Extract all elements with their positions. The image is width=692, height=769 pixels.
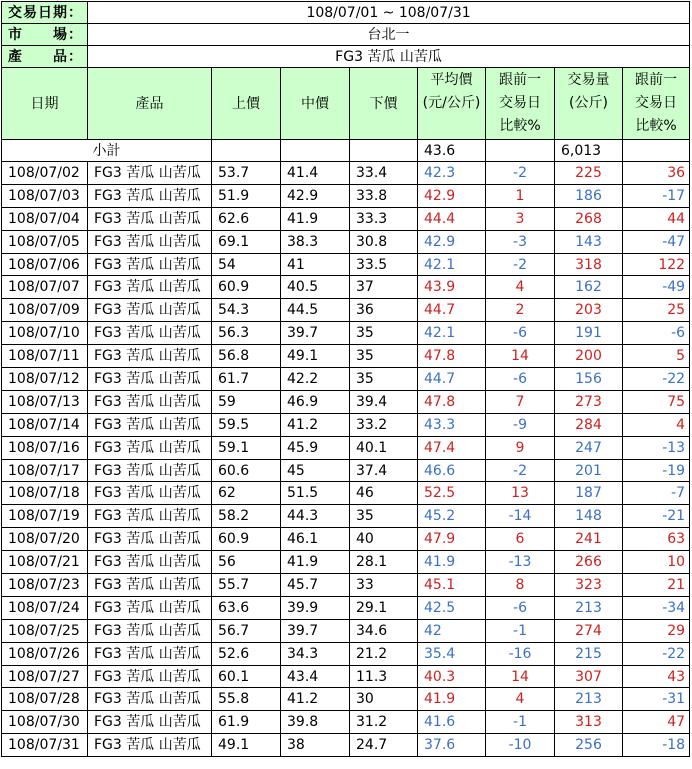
row-avg-price: 45.1 xyxy=(418,574,486,597)
row-product: FG3 苦瓜 山苦瓜 xyxy=(88,619,212,642)
row-product: FG3 苦瓜 山苦瓜 xyxy=(88,642,212,665)
col-date: 日期 xyxy=(2,68,88,140)
col-avg-change-line2: 交易日 xyxy=(499,95,541,111)
row-lower-price: 35 xyxy=(350,345,418,368)
row-date: 108/07/18 xyxy=(2,482,88,505)
row-upper-price: 54.3 xyxy=(212,299,281,322)
row-date: 108/07/14 xyxy=(2,413,88,436)
row-volume: 201 xyxy=(555,459,623,482)
row-lower-price: 33.2 xyxy=(350,413,418,436)
row-product: FG3 苦瓜 山苦瓜 xyxy=(88,528,212,551)
row-lower-price: 34.6 xyxy=(350,619,418,642)
row-avg-price: 35.4 xyxy=(418,642,486,665)
row-upper-price: 62.6 xyxy=(212,207,281,230)
row-upper-price: 55.8 xyxy=(212,688,281,711)
price-table xyxy=(1,1,690,757)
row-volume: 186 xyxy=(555,184,623,207)
date-range-label: 交易日期： xyxy=(2,2,88,24)
row-volume: 200 xyxy=(555,345,623,368)
row-avg-change: -1 xyxy=(486,711,555,734)
row-avg-change: -9 xyxy=(486,413,555,436)
row-middle-price: 42.2 xyxy=(281,368,350,391)
row-product: FG3 苦瓜 山苦瓜 xyxy=(88,390,212,413)
row-avg-change: -3 xyxy=(486,230,555,253)
row-middle-price: 40.5 xyxy=(281,276,350,299)
row-avg-change: -2 xyxy=(486,162,555,185)
row-volume-change: 10 xyxy=(623,551,690,574)
row-avg-change: -14 xyxy=(486,505,555,528)
row-product: FG3 苦瓜 山苦瓜 xyxy=(88,551,212,574)
row-middle-price: 39.8 xyxy=(281,711,350,734)
col-product: 產品 xyxy=(88,68,212,140)
row-volume-change: 21 xyxy=(623,574,690,597)
row-volume: 191 xyxy=(555,322,623,345)
row-avg-change: -10 xyxy=(486,734,555,757)
row-volume: 148 xyxy=(555,505,623,528)
row-volume-change: 47 xyxy=(623,711,690,734)
row-date: 108/07/25 xyxy=(2,619,88,642)
table-row xyxy=(2,345,690,368)
row-product: FG3 苦瓜 山苦瓜 xyxy=(88,276,212,299)
row-upper-price: 52.6 xyxy=(212,642,281,665)
row-middle-price: 41.9 xyxy=(281,207,350,230)
header-product-row xyxy=(2,46,690,68)
row-avg-change: -6 xyxy=(486,368,555,391)
row-upper-price: 60.9 xyxy=(212,276,281,299)
row-middle-price: 41.2 xyxy=(281,688,350,711)
col-volume-line2: (公斤) xyxy=(569,95,608,111)
row-upper-price: 56.8 xyxy=(212,345,281,368)
row-lower-price: 33.3 xyxy=(350,207,418,230)
row-volume-change: -31 xyxy=(623,688,690,711)
row-upper-price: 59 xyxy=(212,390,281,413)
row-volume: 273 xyxy=(555,390,623,413)
row-middle-price: 44.3 xyxy=(281,505,350,528)
table-row xyxy=(2,711,690,734)
table-row xyxy=(2,459,690,482)
row-middle-price: 38.3 xyxy=(281,230,350,253)
row-middle-price: 44.5 xyxy=(281,299,350,322)
row-middle-price: 39.7 xyxy=(281,322,350,345)
row-volume: 266 xyxy=(555,551,623,574)
row-upper-price: 56 xyxy=(212,551,281,574)
row-avg-price: 44.4 xyxy=(418,207,486,230)
row-lower-price: 33.8 xyxy=(350,184,418,207)
table-row xyxy=(2,253,690,276)
row-date: 108/07/10 xyxy=(2,322,88,345)
row-date: 108/07/02 xyxy=(2,162,88,185)
row-date: 108/07/20 xyxy=(2,528,88,551)
product-value: FG3 苦瓜 山苦瓜 xyxy=(88,46,690,68)
row-avg-change: 3 xyxy=(486,207,555,230)
row-date: 108/07/07 xyxy=(2,276,88,299)
row-date: 108/07/04 xyxy=(2,207,88,230)
subtotal-row xyxy=(2,140,690,162)
row-volume-change: -34 xyxy=(623,596,690,619)
row-middle-price: 42.9 xyxy=(281,184,350,207)
date-range-value: 108/07/01 ~ 108/07/31 xyxy=(88,2,690,24)
row-middle-price: 38 xyxy=(281,734,350,757)
row-upper-price: 53.7 xyxy=(212,162,281,185)
row-volume-change: 43 xyxy=(623,665,690,688)
row-middle-price: 49.1 xyxy=(281,345,350,368)
row-product: FG3 苦瓜 山苦瓜 xyxy=(88,482,212,505)
row-product: FG3 苦瓜 山苦瓜 xyxy=(88,207,212,230)
row-volume-change: 29 xyxy=(623,619,690,642)
row-avg-change: -1 xyxy=(486,619,555,642)
row-middle-price: 41.2 xyxy=(281,413,350,436)
row-volume: 323 xyxy=(555,574,623,597)
col-avg-change-line1: 跟前一 xyxy=(499,72,541,88)
row-volume-change: -21 xyxy=(623,505,690,528)
row-date: 108/07/24 xyxy=(2,596,88,619)
row-upper-price: 55.7 xyxy=(212,574,281,597)
table-row xyxy=(2,505,690,528)
row-product: FG3 苦瓜 山苦瓜 xyxy=(88,322,212,345)
row-volume-change: -6 xyxy=(623,322,690,345)
col-lower-price: 下價 xyxy=(350,68,418,140)
table-row xyxy=(2,207,690,230)
row-volume: 143 xyxy=(555,230,623,253)
row-product: FG3 苦瓜 山苦瓜 xyxy=(88,688,212,711)
col-volume-line1: 交易量 xyxy=(567,72,610,88)
row-avg-price: 42.1 xyxy=(418,322,486,345)
row-avg-price: 42.5 xyxy=(418,596,486,619)
row-volume-change: -13 xyxy=(623,436,690,459)
subtotal-volume: 6,013 xyxy=(555,140,623,162)
row-product: FG3 苦瓜 山苦瓜 xyxy=(88,711,212,734)
col-volume-change-line3: 比較% xyxy=(635,118,677,134)
row-product: FG3 苦瓜 山苦瓜 xyxy=(88,230,212,253)
table-row xyxy=(2,184,690,207)
row-upper-price: 54 xyxy=(212,253,281,276)
row-avg-price: 47.8 xyxy=(418,390,486,413)
row-date: 108/07/05 xyxy=(2,230,88,253)
col-volume-change xyxy=(623,68,690,140)
row-middle-price: 45.9 xyxy=(281,436,350,459)
row-upper-price: 59.1 xyxy=(212,436,281,459)
row-avg-price: 42.1 xyxy=(418,253,486,276)
column-header-row xyxy=(2,68,690,140)
row-product: FG3 苦瓜 山苦瓜 xyxy=(88,299,212,322)
table-row xyxy=(2,482,690,505)
header-date-row xyxy=(2,2,690,24)
row-volume: 313 xyxy=(555,711,623,734)
row-volume: 284 xyxy=(555,413,623,436)
row-product: FG3 苦瓜 山苦瓜 xyxy=(88,459,212,482)
row-lower-price: 30.8 xyxy=(350,230,418,253)
row-avg-change: -13 xyxy=(486,551,555,574)
row-upper-price: 61.9 xyxy=(212,711,281,734)
row-volume: 213 xyxy=(555,688,623,711)
row-avg-price: 46.6 xyxy=(418,459,486,482)
row-avg-price: 43.3 xyxy=(418,413,486,436)
header-market-row xyxy=(2,24,690,46)
row-lower-price: 28.1 xyxy=(350,551,418,574)
row-upper-price: 69.1 xyxy=(212,230,281,253)
row-product: FG3 苦瓜 山苦瓜 xyxy=(88,162,212,185)
row-product: FG3 苦瓜 山苦瓜 xyxy=(88,596,212,619)
row-avg-change: -2 xyxy=(486,253,555,276)
table-row xyxy=(2,528,690,551)
row-volume: 307 xyxy=(555,665,623,688)
row-avg-change: -2 xyxy=(486,459,555,482)
col-upper-price: 上價 xyxy=(212,68,281,140)
row-middle-price: 39.7 xyxy=(281,619,350,642)
row-avg-change: -6 xyxy=(486,596,555,619)
row-middle-price: 46.1 xyxy=(281,528,350,551)
row-volume-change: -7 xyxy=(623,482,690,505)
row-middle-price: 46.9 xyxy=(281,390,350,413)
row-date: 108/07/06 xyxy=(2,253,88,276)
col-volume xyxy=(555,68,623,140)
row-middle-price: 34.3 xyxy=(281,642,350,665)
row-date: 108/07/03 xyxy=(2,184,88,207)
row-middle-price: 41.9 xyxy=(281,551,350,574)
row-lower-price: 21.2 xyxy=(350,642,418,665)
row-avg-change: -6 xyxy=(486,322,555,345)
subtotal-label: 小計 xyxy=(2,140,212,162)
row-avg-change: 2 xyxy=(486,299,555,322)
row-avg-price: 41.9 xyxy=(418,688,486,711)
col-avg-change xyxy=(486,68,555,140)
row-date: 108/07/13 xyxy=(2,390,88,413)
col-avg-line1: 平均價 xyxy=(430,72,473,88)
row-volume: 247 xyxy=(555,436,623,459)
row-product: FG3 苦瓜 山苦瓜 xyxy=(88,665,212,688)
row-lower-price: 36 xyxy=(350,299,418,322)
row-volume-change: 5 xyxy=(623,345,690,368)
row-lower-price: 33 xyxy=(350,574,418,597)
row-lower-price: 35 xyxy=(350,505,418,528)
row-avg-price: 47.4 xyxy=(418,436,486,459)
row-volume-change: 44 xyxy=(623,207,690,230)
row-volume-change: -17 xyxy=(623,184,690,207)
row-avg-price: 42.9 xyxy=(418,184,486,207)
row-volume-change: -47 xyxy=(623,230,690,253)
row-avg-change: 14 xyxy=(486,665,555,688)
row-volume: 156 xyxy=(555,368,623,391)
row-date: 108/07/21 xyxy=(2,551,88,574)
row-volume: 162 xyxy=(555,276,623,299)
row-avg-price: 47.8 xyxy=(418,345,486,368)
row-middle-price: 41.4 xyxy=(281,162,350,185)
row-avg-price: 37.6 xyxy=(418,734,486,757)
row-volume-change: 36 xyxy=(623,162,690,185)
row-lower-price: 11.3 xyxy=(350,665,418,688)
row-date: 108/07/28 xyxy=(2,688,88,711)
row-upper-price: 51.9 xyxy=(212,184,281,207)
table-row xyxy=(2,596,690,619)
row-avg-price: 44.7 xyxy=(418,368,486,391)
row-lower-price: 37.4 xyxy=(350,459,418,482)
subtotal-avg: 43.6 xyxy=(418,140,486,162)
col-avg-line2: (元/公斤) xyxy=(422,95,481,111)
row-lower-price: 46 xyxy=(350,482,418,505)
row-product: FG3 苦瓜 山苦瓜 xyxy=(88,345,212,368)
row-date: 108/07/16 xyxy=(2,436,88,459)
row-avg-price: 44.7 xyxy=(418,299,486,322)
table-row xyxy=(2,276,690,299)
table-row xyxy=(2,322,690,345)
row-volume-change: -22 xyxy=(623,368,690,391)
row-volume: 318 xyxy=(555,253,623,276)
table-row xyxy=(2,162,690,185)
row-lower-price: 39.4 xyxy=(350,390,418,413)
row-date: 108/07/23 xyxy=(2,574,88,597)
row-date: 108/07/27 xyxy=(2,665,88,688)
market-label: 市 場： xyxy=(2,24,88,46)
row-avg-price: 45.2 xyxy=(418,505,486,528)
row-upper-price: 59.5 xyxy=(212,413,281,436)
row-upper-price: 56.3 xyxy=(212,322,281,345)
row-product: FG3 苦瓜 山苦瓜 xyxy=(88,253,212,276)
row-volume: 274 xyxy=(555,619,623,642)
row-avg-price: 47.9 xyxy=(418,528,486,551)
row-lower-price: 30 xyxy=(350,688,418,711)
row-volume-change: -22 xyxy=(623,642,690,665)
row-date: 108/07/12 xyxy=(2,368,88,391)
row-volume-change: 25 xyxy=(623,299,690,322)
row-lower-price: 29.1 xyxy=(350,596,418,619)
row-volume-change: -18 xyxy=(623,734,690,757)
row-upper-price: 58.2 xyxy=(212,505,281,528)
row-product: FG3 苦瓜 山苦瓜 xyxy=(88,413,212,436)
row-avg-change: 4 xyxy=(486,688,555,711)
table-row xyxy=(2,551,690,574)
row-lower-price: 31.2 xyxy=(350,711,418,734)
row-avg-price: 40.3 xyxy=(418,665,486,688)
row-date: 108/07/19 xyxy=(2,505,88,528)
row-lower-price: 24.7 xyxy=(350,734,418,757)
table-row xyxy=(2,230,690,253)
row-avg-change: 6 xyxy=(486,528,555,551)
table-row xyxy=(2,574,690,597)
table-row xyxy=(2,299,690,322)
col-middle-price: 中價 xyxy=(281,68,350,140)
row-product: FG3 苦瓜 山苦瓜 xyxy=(88,574,212,597)
row-volume-change: -49 xyxy=(623,276,690,299)
row-avg-change: 9 xyxy=(486,436,555,459)
row-upper-price: 56.7 xyxy=(212,619,281,642)
table-row xyxy=(2,390,690,413)
row-lower-price: 37 xyxy=(350,276,418,299)
row-avg-price: 41.6 xyxy=(418,711,486,734)
row-lower-price: 33.4 xyxy=(350,162,418,185)
row-avg-change: 13 xyxy=(486,482,555,505)
row-volume-change: -19 xyxy=(623,459,690,482)
row-date: 108/07/30 xyxy=(2,711,88,734)
row-avg-change: 4 xyxy=(486,276,555,299)
row-product: FG3 苦瓜 山苦瓜 xyxy=(88,505,212,528)
row-volume-change: 122 xyxy=(623,253,690,276)
row-avg-price: 41.9 xyxy=(418,551,486,574)
row-upper-price: 60.9 xyxy=(212,528,281,551)
col-avg-change-line3: 比較% xyxy=(499,118,541,134)
row-volume: 215 xyxy=(555,642,623,665)
col-volume-change-line1: 跟前一 xyxy=(635,72,678,88)
row-avg-price: 42 xyxy=(418,619,486,642)
row-avg-price: 43.9 xyxy=(418,276,486,299)
row-avg-price: 42.3 xyxy=(418,162,486,185)
row-upper-price: 60.6 xyxy=(212,459,281,482)
table-row xyxy=(2,734,690,757)
row-date: 108/07/17 xyxy=(2,459,88,482)
row-upper-price: 62 xyxy=(212,482,281,505)
row-date: 108/07/31 xyxy=(2,734,88,757)
row-avg-price: 42.9 xyxy=(418,230,486,253)
row-volume: 203 xyxy=(555,299,623,322)
row-avg-change: -16 xyxy=(486,642,555,665)
table-row xyxy=(2,688,690,711)
row-volume: 256 xyxy=(555,734,623,757)
table-row xyxy=(2,368,690,391)
row-lower-price: 35 xyxy=(350,322,418,345)
row-upper-price: 61.7 xyxy=(212,368,281,391)
row-upper-price: 63.6 xyxy=(212,596,281,619)
row-upper-price: 60.1 xyxy=(212,665,281,688)
product-label: 產 品： xyxy=(2,46,88,68)
row-middle-price: 45 xyxy=(281,459,350,482)
market-value: 台北一 xyxy=(88,24,690,46)
row-lower-price: 40 xyxy=(350,528,418,551)
row-avg-change: 7 xyxy=(486,390,555,413)
row-date: 108/07/11 xyxy=(2,345,88,368)
row-middle-price: 39.9 xyxy=(281,596,350,619)
row-volume-change: 4 xyxy=(623,413,690,436)
table-row xyxy=(2,665,690,688)
row-upper-price: 49.1 xyxy=(212,734,281,757)
row-avg-change: 8 xyxy=(486,574,555,597)
row-middle-price: 43.4 xyxy=(281,665,350,688)
row-product: FG3 苦瓜 山苦瓜 xyxy=(88,734,212,757)
row-middle-price: 45.7 xyxy=(281,574,350,597)
row-product: FG3 苦瓜 山苦瓜 xyxy=(88,368,212,391)
table-row xyxy=(2,436,690,459)
row-volume: 241 xyxy=(555,528,623,551)
row-date: 108/07/09 xyxy=(2,299,88,322)
table-row xyxy=(2,413,690,436)
row-product: FG3 苦瓜 山苦瓜 xyxy=(88,436,212,459)
row-volume: 268 xyxy=(555,207,623,230)
row-avg-price: 52.5 xyxy=(418,482,486,505)
row-lower-price: 33.5 xyxy=(350,253,418,276)
col-avg-price xyxy=(418,68,486,140)
row-middle-price: 41 xyxy=(281,253,350,276)
row-volume-change: 63 xyxy=(623,528,690,551)
row-product: FG3 苦瓜 山苦瓜 xyxy=(88,184,212,207)
row-volume: 213 xyxy=(555,596,623,619)
row-volume-change: 75 xyxy=(623,390,690,413)
col-volume-change-line2: 交易日 xyxy=(635,95,678,111)
row-avg-change: 1 xyxy=(486,184,555,207)
row-lower-price: 35 xyxy=(350,368,418,391)
row-middle-price: 51.5 xyxy=(281,482,350,505)
row-lower-price: 40.1 xyxy=(350,436,418,459)
row-avg-change: 14 xyxy=(486,345,555,368)
row-volume: 187 xyxy=(555,482,623,505)
row-date: 108/07/26 xyxy=(2,642,88,665)
table-row xyxy=(2,642,690,665)
table-row xyxy=(2,619,690,642)
row-volume: 225 xyxy=(555,162,623,185)
